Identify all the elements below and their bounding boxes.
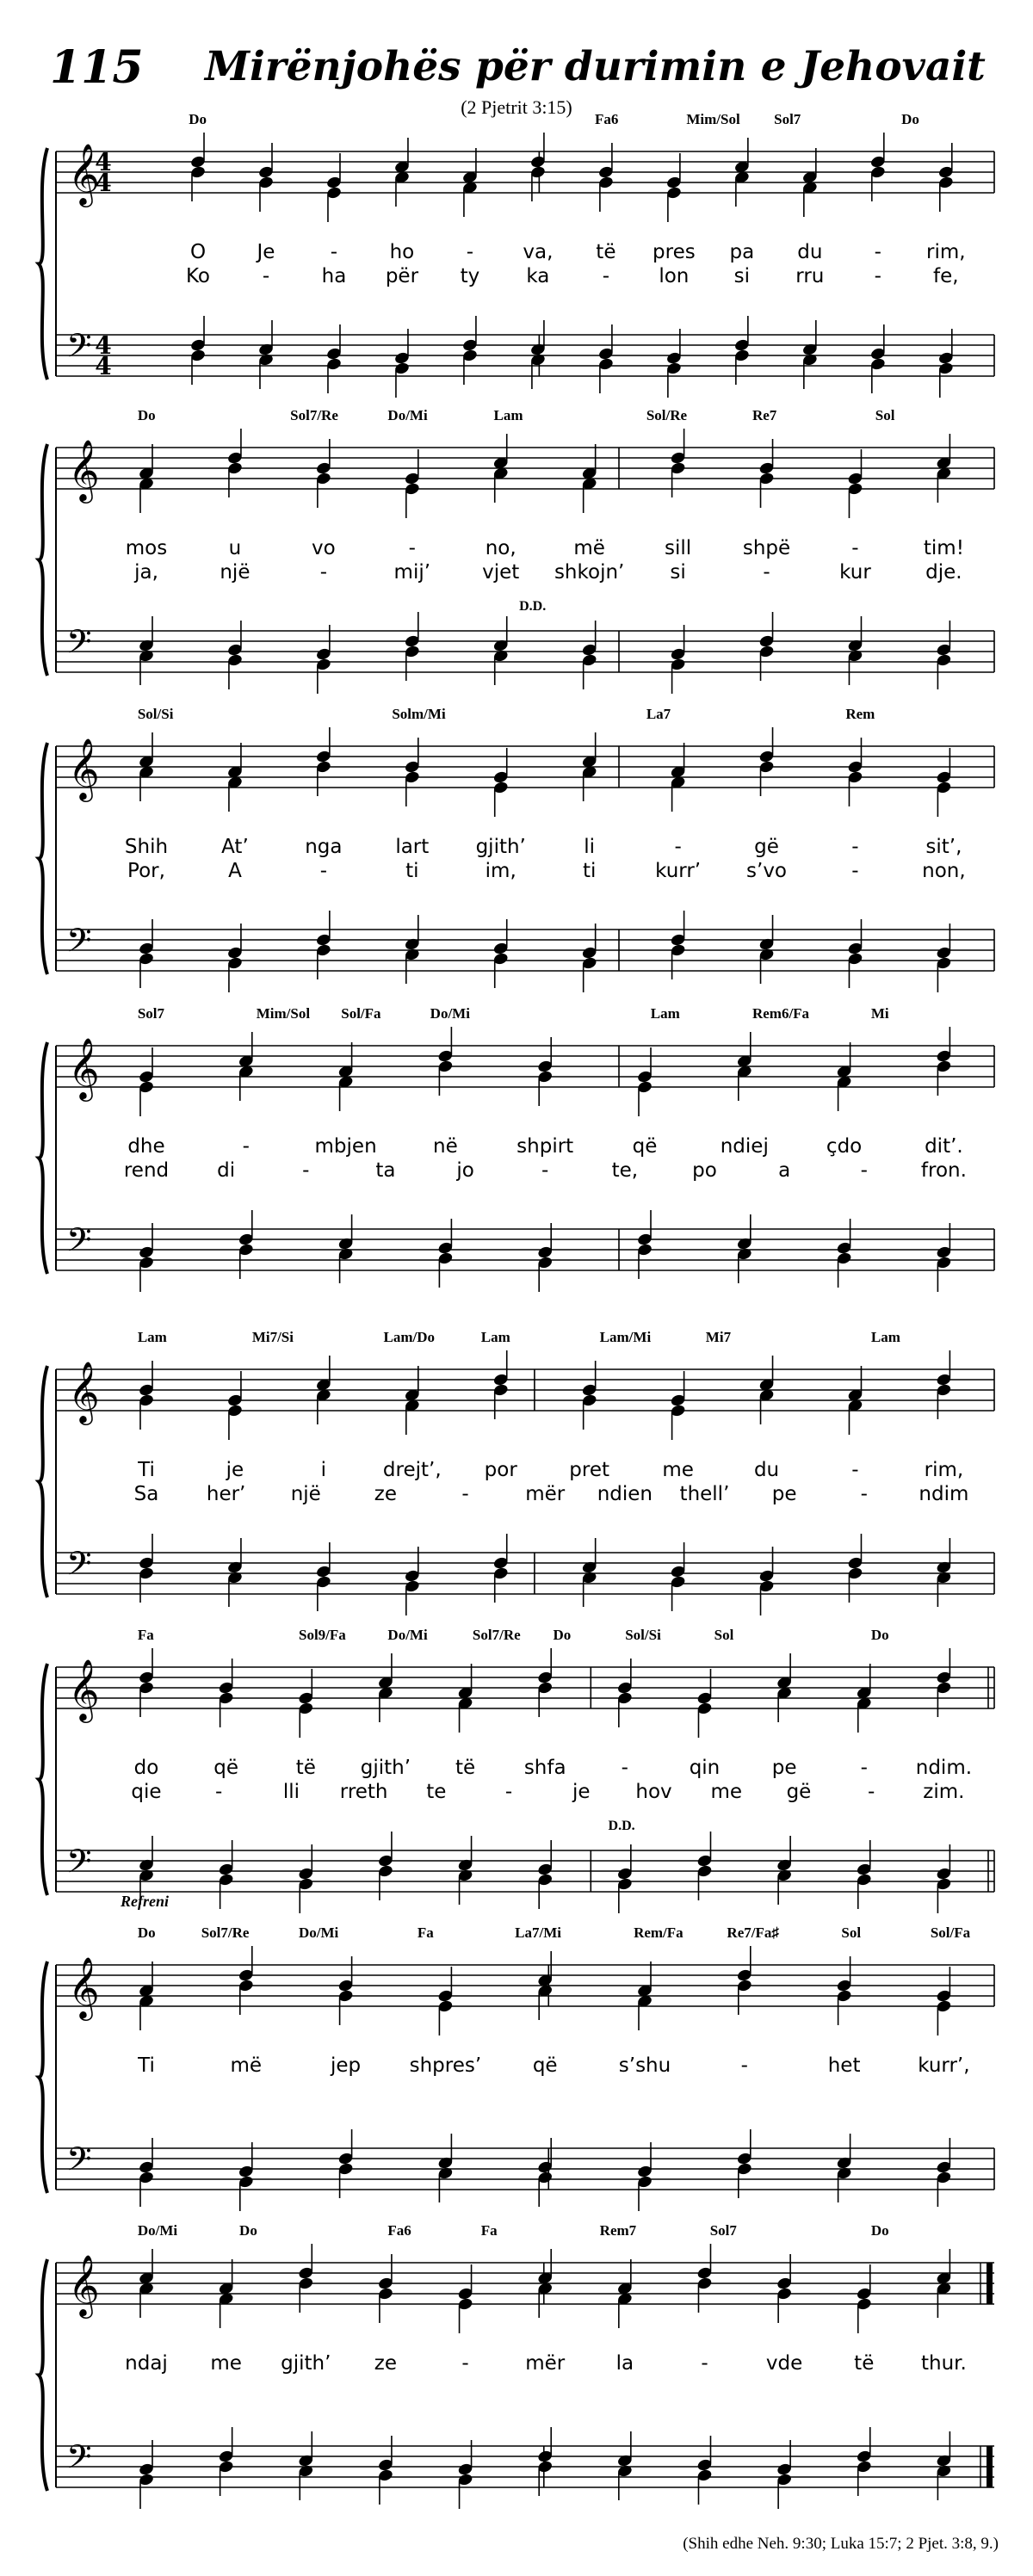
chord-symbol: Rem: [845, 706, 875, 722]
lyric-verse-2: pe: [771, 1483, 797, 1505]
chord-symbol: Mi7/Si: [251, 1329, 294, 1345]
bass-clef-icon: 𝄢: [66, 1544, 92, 1591]
lyric-verse-2: ndim: [919, 1483, 969, 1505]
lyric-verse-1: dit’.: [925, 1135, 963, 1158]
lyric-verse-2: një: [220, 561, 251, 584]
treble-clef-icon: 𝄞: [68, 438, 100, 501]
lyric-verse-1: het: [827, 2054, 861, 2077]
chord-symbol: Do/Mi: [137, 2222, 178, 2239]
chord-symbol: Sol7: [137, 1005, 165, 1022]
chord-symbol: Do/Mi: [387, 1627, 428, 1643]
scripture-reference: (2 Pjetrit 3:15): [461, 96, 572, 118]
chord-symbol: Sol/Fa: [930, 1924, 971, 1941]
chord-symbol: Rem6/Fa: [752, 1005, 810, 1022]
lyric-verse-1: rim,: [926, 241, 966, 263]
chord-symbol: Solm/Mi: [392, 706, 446, 722]
lyric-verse-2: Por,: [127, 860, 165, 882]
chord-symbol: Sol/Fa: [341, 1005, 381, 1022]
lyric-verse-1: Ti: [138, 2054, 155, 2077]
chord-symbol: Mim/Sol: [256, 1005, 311, 1022]
chord-symbol: Sol/Si: [137, 706, 174, 722]
chord-symbol: Lam: [480, 1329, 510, 1345]
dal-segno-mark: D.D.: [608, 1819, 635, 1833]
system-bracket: [39, 1961, 47, 2193]
lyric-verse-1: -: [851, 1459, 859, 1481]
chord-symbol: Do: [870, 1627, 889, 1643]
lyric-verse-1: ndaj: [125, 2352, 168, 2375]
lyric-verse-1: ho: [389, 241, 415, 263]
chord-symbol: Lam/Do: [383, 1329, 435, 1345]
lyric-verse-1: gjith’: [360, 1757, 411, 1779]
chord-symbol: Sol/Si: [625, 1627, 661, 1643]
lyric-verse-2: ty: [460, 265, 480, 287]
bass-clef-icon: 𝄢: [66, 1220, 92, 1267]
chord-symbol: Sol7/Re: [201, 1924, 250, 1941]
treble-clef-icon: 𝄞: [68, 737, 100, 800]
chord-symbol: Sol: [875, 407, 895, 423]
lyric-verse-2: -: [851, 860, 859, 882]
system-1: [39, 133, 994, 398]
lyric-verse-2: ti: [582, 860, 597, 882]
lyric-verse-1: -: [874, 241, 881, 263]
lyric-verse-1: rim,: [924, 1459, 964, 1481]
system-bracket: [39, 1664, 47, 1895]
lyric-verse-2: di: [217, 1159, 236, 1182]
lyric-verse-1: por: [484, 1459, 517, 1481]
lyric-verse-1: li: [584, 836, 596, 858]
lyric-verse-2: shkojn’: [554, 561, 625, 584]
lyric-verse-1: drejt’,: [382, 1459, 442, 1481]
lyric-verse-2: ze: [374, 1483, 398, 1505]
lyric-verse-1: jep: [331, 2054, 362, 2077]
lyric-verse-1: -: [408, 537, 416, 559]
chord-symbol: Sol7/Re: [290, 407, 338, 423]
chord-symbol: Sol7: [774, 111, 801, 127]
lyric-verse-1: shpë: [742, 537, 791, 559]
lyric-verse-2: ka: [526, 265, 550, 287]
lyric-verse-1: At’: [221, 836, 249, 858]
lyric-verse-1: që: [532, 2054, 558, 2077]
lyric-verse-1: shfa: [523, 1757, 566, 1779]
lyric-verse-2: s’vo: [746, 860, 788, 882]
treble-clef-icon: 𝄞: [68, 142, 100, 205]
lyric-verse-2: ndien: [597, 1483, 653, 1505]
lyric-verse-1: dhe: [127, 1135, 165, 1158]
chord-symbol: Do: [137, 1924, 156, 1941]
lyric-verse-1: Shih: [124, 836, 169, 858]
lyric-verse-1: me: [210, 2352, 242, 2375]
chord-symbol: Sol7/Re: [472, 1627, 521, 1643]
chord-symbol: Fa: [137, 1627, 154, 1643]
chord-symbol: Sol9/Fa: [299, 1627, 346, 1643]
lyric-verse-1: të: [854, 2352, 875, 2375]
system-bracket: [39, 1042, 47, 1274]
chord-symbol: Rem/Fa: [634, 1924, 684, 1941]
bass-clef-icon: 𝄢: [66, 326, 92, 373]
lyric-verse-1: gjith’: [281, 2352, 331, 2375]
lyric-verse-2: rend: [123, 1159, 170, 1182]
lyric-verse-2: -: [868, 1781, 875, 1803]
lyric-verse-2: -: [461, 1483, 469, 1505]
chord-symbol: Sol/Re: [646, 407, 688, 423]
treble-time-signature-top: 4: [95, 148, 112, 176]
lyric-verse-2: -: [504, 1781, 513, 1803]
lyric-verse-2: ti: [405, 860, 419, 882]
chord-symbol: La7: [646, 706, 671, 722]
dal-segno-mark: D.D.: [519, 599, 547, 614]
lyric-verse-2: rru: [795, 265, 825, 287]
lyric-verse-1: -: [242, 1135, 250, 1158]
lyric-verse-1: qin: [689, 1757, 721, 1779]
lyric-verse-2: lli: [282, 1781, 300, 1803]
chord-symbol: Sol: [714, 1627, 734, 1643]
lyric-verse-1: lart: [395, 836, 430, 858]
lyric-verse-1: mbjen: [314, 1135, 377, 1158]
lyric-verse-1: Ti: [138, 1459, 155, 1481]
chord-symbol: Do: [870, 2222, 889, 2239]
lyric-verse-1: u: [228, 537, 242, 559]
lyric-verse-1: vde: [765, 2352, 803, 2375]
lyric-verse-1: -: [621, 1757, 628, 1779]
lyric-verse-2: -: [541, 1159, 549, 1182]
lyric-verse-1: çdo: [826, 1135, 863, 1158]
lyric-verse-2: rreth: [339, 1781, 388, 1803]
bass-clef-icon: 𝄢: [66, 921, 92, 967]
chord-symbol: Fa: [480, 2222, 498, 2239]
lyric-verse-1: pa: [729, 241, 755, 263]
system-bracket: [39, 2259, 47, 2491]
chord-symbol: Do: [901, 111, 919, 127]
chord-symbol: Fa6: [595, 111, 619, 127]
chord-symbol: Do/Mi: [299, 1924, 339, 1941]
lyric-verse-1: kurr’,: [918, 2054, 970, 2077]
chord-symbol: Lam: [137, 1329, 167, 1345]
lyric-verse-1: shpirt: [516, 1135, 574, 1158]
lyric-verse-1: -: [461, 2352, 469, 2375]
chord-symbol: Lam: [493, 407, 523, 423]
lyric-verse-1: vo: [312, 537, 336, 559]
lyric-verse-2: fe,: [933, 265, 959, 287]
lyric-verse-2: ta: [375, 1159, 396, 1182]
lyric-verse-1: s’shu: [618, 2054, 671, 2077]
lyric-verse-2: zim.: [923, 1781, 965, 1803]
lyric-verse-2: dje.: [925, 561, 962, 584]
treble-clef-icon: 𝄞: [68, 1360, 100, 1423]
lyric-verse-1: du: [797, 241, 823, 263]
lyric-verse-2: te,: [611, 1159, 639, 1182]
system-bracket: [39, 1366, 47, 1597]
lyric-verse-2: te: [426, 1781, 447, 1803]
lyric-verse-2: si: [733, 265, 751, 287]
lyric-verse-1: je: [226, 1459, 244, 1481]
lyric-verse-1: va,: [523, 241, 554, 263]
chord-symbol: Do/Mi: [430, 1005, 470, 1022]
lyric-verse-1: la: [615, 2352, 634, 2375]
lyric-verse-1: në: [433, 1135, 458, 1158]
lyric-verse-2: -: [763, 561, 770, 584]
lyric-verse-2: po: [692, 1159, 717, 1182]
lyric-verse-2: -: [302, 1159, 310, 1182]
lyric-verse-1: më: [230, 2054, 263, 2077]
lyric-verse-2: ha: [321, 265, 347, 287]
chord-symbol: Lam: [870, 1329, 900, 1345]
lyric-verse-2: me: [710, 1781, 743, 1803]
footer-references: (Shih edhe Neh. 9:30; Luka 15:7; 2 Pjet. 3:8, 9.): [683, 2535, 999, 2553]
chord-symbol: Mim/Sol: [686, 111, 740, 127]
chord-symbol: Sol: [841, 1924, 862, 1941]
treble-clef-icon: 𝄞: [68, 1036, 100, 1099]
lyric-verse-1: që: [632, 1135, 658, 1158]
lyric-verse-2: -: [215, 1781, 223, 1803]
bass-clef-icon: 𝄢: [66, 1842, 92, 1888]
lyric-verse-1: sill: [665, 537, 692, 559]
lyric-verse-2: vjet: [482, 561, 520, 584]
lyric-verse-1: gë: [754, 836, 779, 858]
lyric-verse-2: thell’: [679, 1483, 730, 1505]
system-bracket: [39, 743, 47, 974]
lyric-verse-2: -: [319, 561, 328, 584]
system-8: [39, 2244, 994, 2509]
chord-symbol: Fa6: [387, 2222, 411, 2239]
lyric-verse-1: pe: [771, 1757, 797, 1779]
refrain-label: Refreni: [121, 1893, 169, 1910]
chord-symbol: La7/Mi: [515, 1924, 562, 1941]
lyric-verse-1: shpres’: [409, 2054, 482, 2077]
chord-symbol: Do: [189, 111, 207, 127]
lyric-verse-1: i: [320, 1459, 327, 1481]
lyric-verse-2: mër: [525, 1483, 566, 1505]
chord-symbol: Re7: [752, 407, 777, 423]
lyric-verse-1: mër: [525, 2352, 566, 2375]
treble-time-signature-bottom: 4: [95, 169, 112, 197]
lyric-verse-1: pret: [569, 1459, 610, 1481]
lyric-verse-1: -: [860, 1757, 868, 1779]
lyric-verse-2: A: [228, 860, 242, 882]
treble-clef-icon: 𝄞: [68, 1955, 100, 2018]
lyric-verse-1: gjith’: [475, 836, 526, 858]
lyric-verse-1: no,: [485, 537, 516, 559]
lyric-verse-1: do: [133, 1757, 159, 1779]
lyric-verse-1: të: [455, 1757, 476, 1779]
bass-clef-icon: 𝄢: [66, 2140, 92, 2186]
bass-time-signature-top: 4: [95, 331, 112, 360]
lyric-verse-1: thur.: [920, 2352, 967, 2375]
lyric-verse-2: për: [385, 265, 419, 287]
lyric-verse-1: më: [573, 537, 605, 559]
lyric-verse-2: non,: [922, 860, 966, 882]
lyric-verse-2: -: [860, 1483, 868, 1505]
lyric-verse-2: -: [602, 265, 610, 287]
lyric-verse-2: qie: [131, 1781, 162, 1803]
lyric-verse-2: ja,: [134, 561, 158, 584]
lyric-verse-1: nga: [305, 836, 343, 858]
final-barline: [987, 2263, 993, 2304]
lyric-verse-1: pres: [653, 241, 696, 263]
lyric-verse-2: kur: [839, 561, 871, 584]
chord-symbol: Sol7: [709, 2222, 737, 2239]
treble-clef-icon: 𝄞: [68, 2253, 100, 2316]
bass-clef-icon: 𝄢: [66, 622, 92, 669]
bass-clef-icon: 𝄢: [66, 2437, 92, 2484]
lyric-verse-2: si: [670, 561, 686, 584]
chord-symbol: Lam/Mi: [599, 1329, 652, 1345]
hymn-title: Mirënjohës për durimin e Jehovait: [205, 43, 986, 90]
lyric-verse-2: im,: [485, 860, 516, 882]
chord-symbol: Do: [553, 1627, 572, 1643]
chord-symbol: Mi7: [705, 1329, 732, 1345]
lyric-verse-1: -: [701, 2352, 708, 2375]
lyric-verse-1: O: [189, 241, 207, 263]
system-bracket: [39, 148, 47, 380]
lyric-verse-2: gë: [786, 1781, 812, 1803]
chord-symbol: Mi: [870, 1005, 889, 1022]
lyric-verse-1: ze: [374, 2352, 398, 2375]
system-4: [39, 1027, 994, 1292]
lyric-verse-1: të: [596, 241, 616, 263]
hymn-number: 115: [50, 41, 144, 94]
system-5: [39, 1350, 994, 1615]
lyric-verse-1: me: [662, 1459, 694, 1481]
bass-time-signature-bottom: 4: [95, 352, 112, 380]
lyric-verse-2: fron.: [920, 1159, 967, 1182]
lyric-verse-1: -: [851, 537, 859, 559]
lyric-verse-1: të: [295, 1757, 316, 1779]
lyric-verse-2: -: [319, 860, 328, 882]
final-barline: [987, 2446, 993, 2487]
lyric-verse-2: -: [860, 1159, 868, 1182]
chord-symbol: Fa: [417, 1924, 434, 1941]
lyric-verse-1: du: [753, 1459, 780, 1481]
lyric-verse-1: -: [330, 241, 338, 263]
lyric-verse-2: a: [778, 1159, 791, 1182]
lyric-verse-2: kurr’: [655, 860, 702, 882]
lyric-verse-1: -: [674, 836, 682, 858]
chord-symbol: Rem7: [599, 2222, 637, 2239]
lyric-verse-2: një: [290, 1483, 321, 1505]
lyric-verse-1: -: [466, 241, 474, 263]
lyric-verse-1: -: [740, 2054, 748, 2077]
treble-clef-icon: 𝄞: [68, 1658, 100, 1720]
lyric-verse-2: je: [572, 1781, 591, 1803]
system-7: [39, 1946, 994, 2211]
lyric-verse-2: lon: [659, 265, 690, 287]
lyric-verse-2: mij’: [393, 561, 431, 584]
lyric-verse-1: Je: [257, 241, 275, 263]
lyric-verse-1: ndiej: [720, 1135, 769, 1158]
chord-symbol: Lam: [650, 1005, 680, 1022]
chord-symbol: Re7/Fa♯: [727, 1924, 779, 1941]
lyric-verse-2: jo: [456, 1159, 474, 1182]
lyric-verse-1: sit’,: [925, 836, 962, 858]
lyric-verse-2: -: [262, 265, 270, 287]
lyric-verse-2: -: [874, 265, 881, 287]
chord-symbol: Do: [239, 2222, 257, 2239]
system-bracket: [39, 444, 47, 676]
lyric-verse-2: Sa: [133, 1483, 159, 1505]
lyric-verse-2: her’: [206, 1483, 246, 1505]
lyric-verse-1: mos: [125, 537, 168, 559]
system-6: [39, 1648, 994, 1913]
lyric-verse-1: -: [851, 836, 859, 858]
lyric-verse-1: ndim.: [915, 1757, 973, 1779]
lyric-verse-2: Ko: [185, 265, 211, 287]
lyric-verse-2: hov: [635, 1781, 672, 1803]
lyric-verse-1: tim!: [923, 537, 964, 559]
lyric-verse-1: që: [213, 1757, 239, 1779]
chord-symbol: Do/Mi: [387, 407, 428, 423]
chord-symbol: Do: [137, 407, 156, 423]
